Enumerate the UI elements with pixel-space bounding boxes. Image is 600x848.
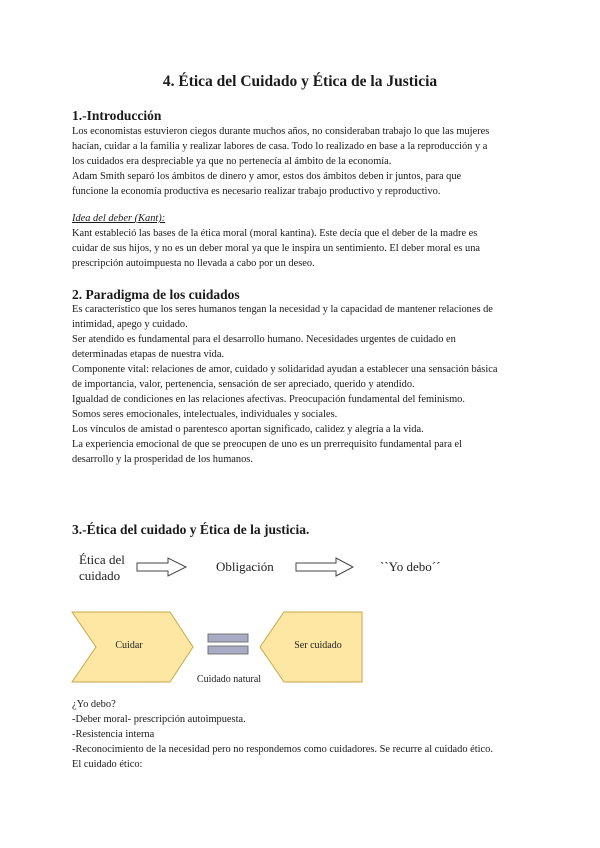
paragraph-line: funcione la economía productiva es necesario realizar trabajo productivo y reproductivo. bbox=[72, 186, 441, 197]
flow-arrow-1 bbox=[137, 558, 186, 576]
paragraph-line: de importancia, valor, pertenencia, sensación de ser apreciado, querido y atendido. bbox=[72, 379, 415, 390]
ser-cuidado-label: Ser cuidado bbox=[294, 640, 342, 651]
flow-label-obligacion: Obligación bbox=[216, 559, 274, 574]
paragraph-line: prescripción autoimpuesta no llevada a cabo por un deseo. bbox=[72, 258, 315, 269]
paragraph-line: los cuidados era despreciable ya que no pertenecía al ámbito de la economía. bbox=[72, 156, 392, 167]
section-3-body bbox=[72, 697, 532, 772]
flow-label-yo-debo: ``Yo debo´´ bbox=[380, 559, 441, 574]
paragraph-line: Adam Smith separó los ámbitos de dinero y amor, estos dos ámbitos deben ir juntos, para que bbox=[72, 171, 462, 182]
paragraph-line: Igualdad de condiciones en las relaciones afectivas. Preocupación fundamental del feminismo. bbox=[72, 394, 465, 405]
paragraph-line: determinadas etapas de nuestra vida. bbox=[72, 349, 225, 360]
kant-subheading: Idea del deber (Kant): bbox=[72, 213, 166, 224]
paragraph-line: Es característico que los seres humanos tengan la necesidad y la capacidad de mantener relaciones de bbox=[72, 304, 493, 315]
flow-arrow-2 bbox=[296, 558, 353, 576]
paragraph-line: ¿Yo debo? bbox=[72, 699, 116, 710]
flow-label-line: cuidado bbox=[79, 568, 121, 583]
paragraph-line: desarrollo y la prosperidad de los humanos. bbox=[72, 454, 253, 465]
paragraph-line: El cuidado ético: bbox=[72, 759, 143, 770]
paragraph-line: hacían, cuidar a la familia y realizar labores de casa. Todo lo realizado en base a la reproducción y a bbox=[72, 141, 488, 152]
section-1-heading: 1.-Introducción bbox=[72, 108, 162, 123]
paragraph-line: Somos seres emocionales, intelectuales, individuales y sociales. bbox=[72, 409, 338, 420]
paragraph-line: intimidad, apego y cuidado. bbox=[72, 319, 188, 330]
flow-label-line: Ética del bbox=[79, 552, 125, 567]
paragraph-line: Los economistas estuvieron ciegos durante muchos años, no consideraban trabajo lo que las mujeres bbox=[72, 126, 490, 137]
section-3-heading: 3.-Ética del cuidado y Ética de la justicia. bbox=[72, 522, 310, 537]
paragraph-line: Componente vital: relaciones de amor, cuidado y solidaridad ayudan a establecer una sensación básica bbox=[72, 364, 498, 375]
equals-bar-top bbox=[208, 634, 248, 642]
paragraph-line: cuidar de sus hijos, y no es un deber moral ya que le inspira un sentimiento. El deber moral es una bbox=[72, 243, 481, 254]
cuidar-label: Cuidar bbox=[115, 640, 143, 651]
equals-bar-bottom bbox=[208, 646, 248, 654]
paragraph-line: Kant estableció las bases de la ética moral (moral kantina). Este decía que el deber de la madre es bbox=[72, 228, 478, 239]
section-2-heading: 2. Paradigma de los cuidados bbox=[72, 287, 240, 302]
paragraph-line: -Reconocimiento de la necesidad pero no respondemos como cuidadores. Se recurre al cuidado ético. bbox=[72, 744, 493, 755]
paragraph-line: Los vínculos de amistad o parentesco aportan significado, calidez y alegría a la vida. bbox=[72, 424, 424, 435]
paragraph-line: La experiencia emocional de que se preocupen de uno es un prerrequisito fundamental para el bbox=[72, 439, 463, 450]
flow-label-etica-cuidado bbox=[79, 552, 125, 584]
paragraph-line: -Resistencia interna bbox=[72, 729, 155, 740]
paragraph-line: Ser atendido es fundamental para el desarrollo humano. Necesidades urgentes de cuidado en bbox=[72, 334, 456, 345]
cuidado-natural-caption: Cuidado natural bbox=[196, 674, 262, 685]
paragraph-line: -Deber moral- prescripción autoimpuesta. bbox=[72, 714, 246, 725]
document-title: 4. Ética del Cuidado y Ética de la Justicia bbox=[162, 73, 438, 90]
